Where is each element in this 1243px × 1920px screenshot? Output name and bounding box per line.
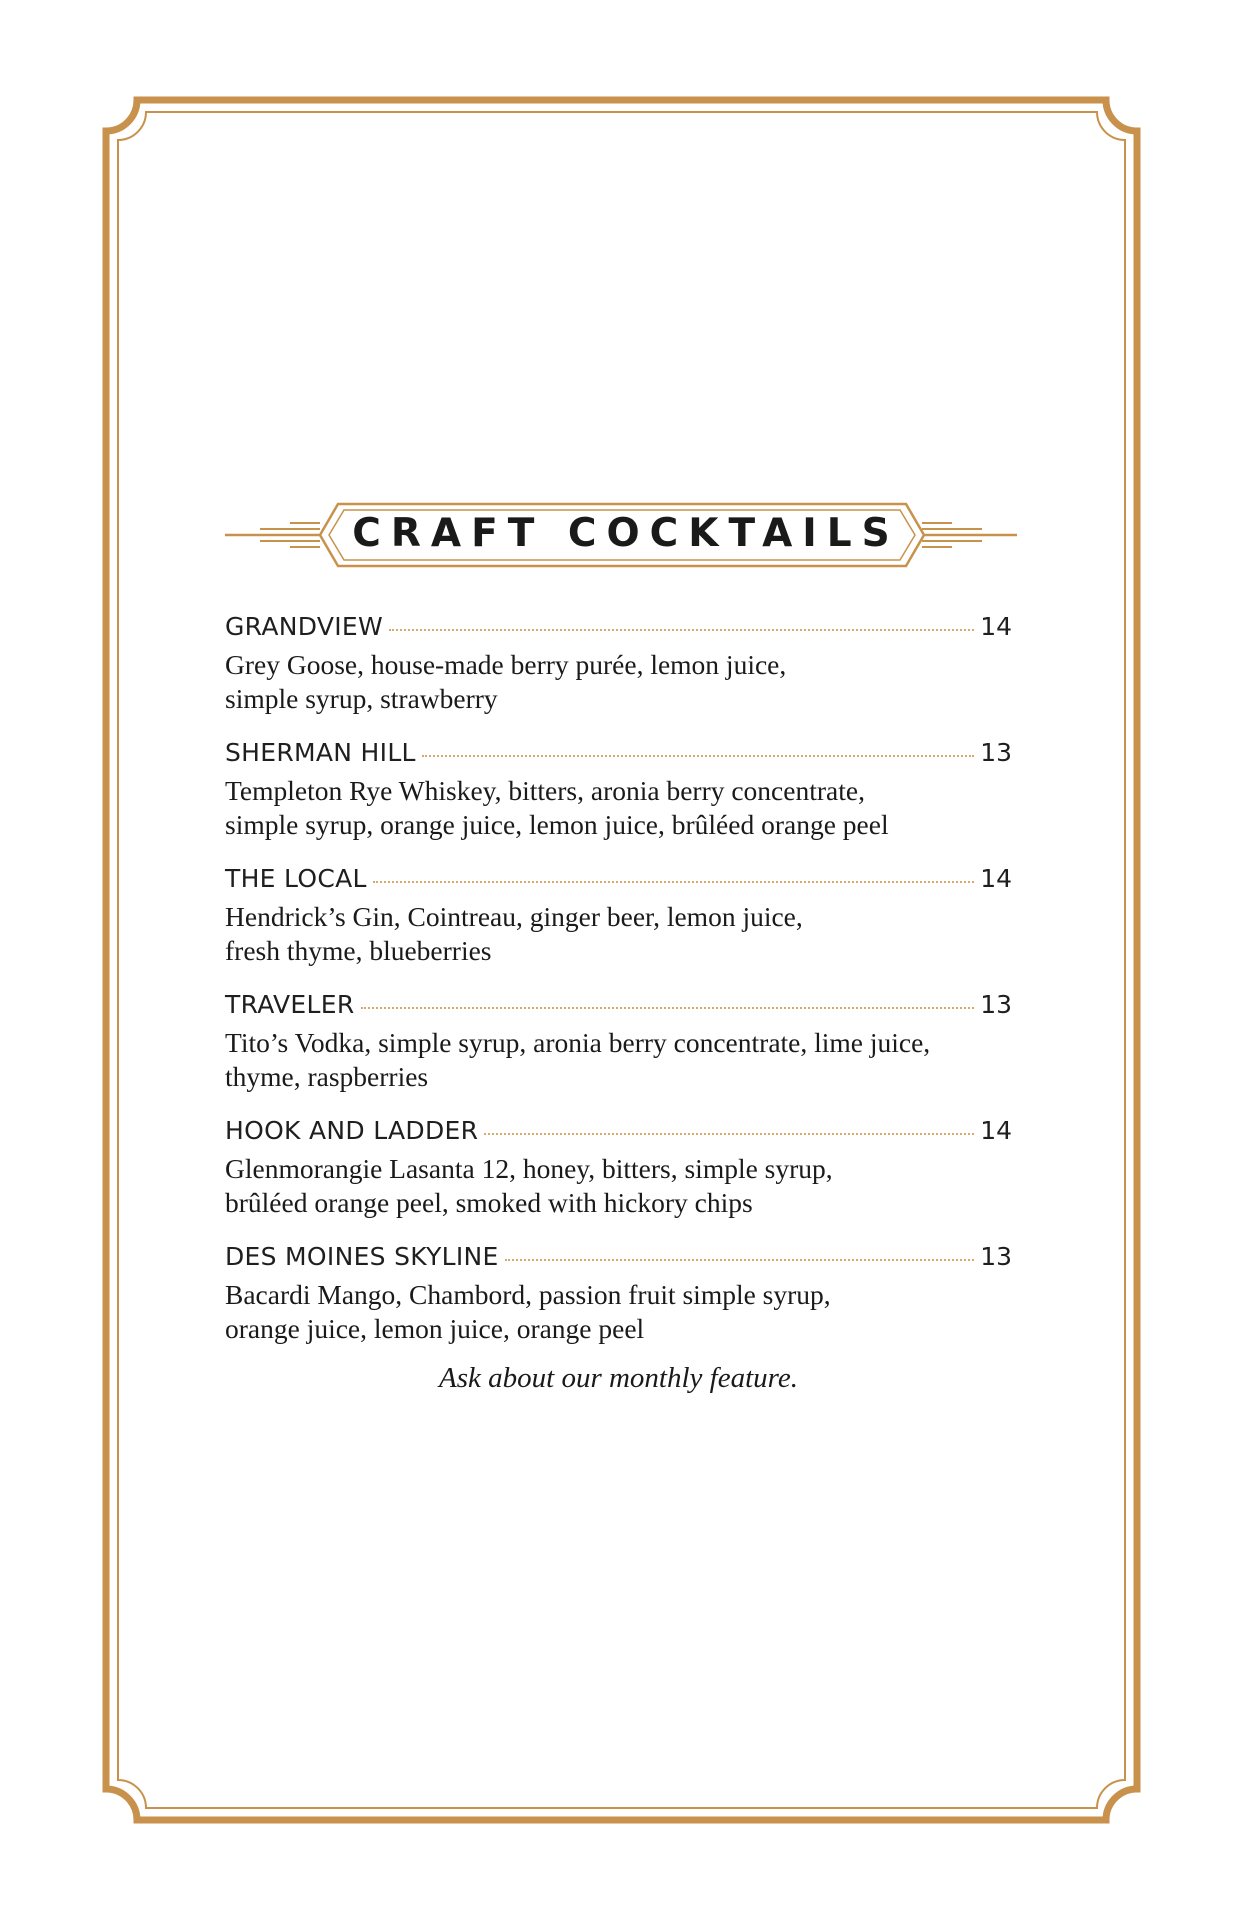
item-price: 13 <box>980 990 1012 1019</box>
item-price: 14 <box>980 612 1012 641</box>
dot-leader <box>361 1007 975 1009</box>
item-description-line: brûléed orange peel, smoked with hickory chips <box>225 1187 753 1218</box>
item-description <box>225 648 1012 716</box>
dot-leader <box>373 881 974 883</box>
monthly-feature-note: Ask about our monthly feature. <box>439 1362 798 1394</box>
dot-leader <box>389 629 974 631</box>
item-description <box>225 1278 1012 1346</box>
menu-item <box>225 1116 1012 1242</box>
item-description <box>225 774 1012 842</box>
menu-item-header <box>225 1242 1012 1278</box>
item-description-line: Templeton Rye Whiskey, bitters, aronia berry concentrate, <box>225 775 865 806</box>
item-price: 13 <box>980 738 1012 767</box>
item-description-line: simple syrup, orange juice, lemon juice, brûléed orange peel <box>225 809 889 840</box>
dot-leader <box>505 1259 975 1261</box>
item-description-line: Tito’s Vodka, simple syrup, aronia berry concentrate, lime juice, <box>225 1027 931 1058</box>
item-description-line: fresh thyme, blueberries <box>225 935 492 966</box>
item-description-line: Bacardi Mango, Chambord, passion fruit simple syrup, <box>225 1279 831 1310</box>
item-name: TRAVELER <box>225 990 355 1019</box>
item-price: 14 <box>980 1116 1012 1145</box>
title-banner <box>220 498 1022 570</box>
menu-item-header <box>225 990 1012 1026</box>
item-name: HOOK AND LADDER <box>225 1116 479 1145</box>
item-description-line: simple syrup, strawberry <box>225 683 498 714</box>
menu-item <box>225 612 1012 738</box>
menu-item-header <box>225 612 1012 648</box>
menu-item <box>225 1242 1012 1368</box>
menu-item <box>225 990 1012 1116</box>
dot-leader <box>484 1133 974 1135</box>
menu-item <box>225 738 1012 864</box>
menu-item-header <box>225 864 1012 900</box>
menu-item <box>225 864 1012 990</box>
item-description <box>225 1152 1012 1220</box>
item-name: GRANDVIEW <box>225 612 384 641</box>
item-price: 14 <box>980 864 1012 893</box>
dot-leader <box>422 755 974 757</box>
item-description-line: Hendrick’s Gin, Cointreau, ginger beer, lemon juice, <box>225 901 803 932</box>
item-description-line: orange juice, lemon juice, orange peel <box>225 1313 645 1344</box>
item-name: THE LOCAL <box>225 864 367 893</box>
item-name: DES MOINES SKYLINE <box>225 1242 499 1271</box>
menu-item-header <box>225 1116 1012 1152</box>
menu-item-header <box>225 738 1012 774</box>
item-description-line: thyme, raspberries <box>225 1061 429 1092</box>
item-price: 13 <box>980 1242 1012 1271</box>
item-name: SHERMAN HILL <box>225 738 416 767</box>
item-description-line: Glenmorangie Lasanta 12, honey, bitters, simple syrup, <box>225 1153 833 1184</box>
menu-title: CRAFT COCKTAILS <box>352 511 900 556</box>
item-description <box>225 900 1012 968</box>
cocktail-list <box>225 612 1012 1368</box>
item-description-line: Grey Goose, house-made berry purée, lemon juice, <box>225 649 787 680</box>
item-description <box>225 1026 1012 1094</box>
